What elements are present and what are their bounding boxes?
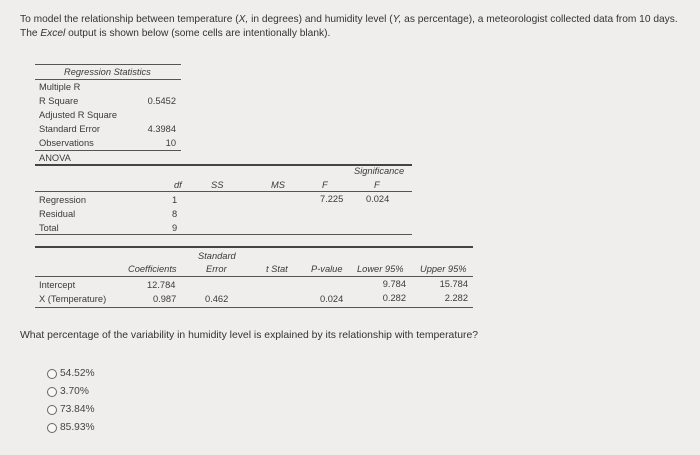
coef-header-upper95: Upper 95% bbox=[420, 264, 467, 274]
anova-bottom-rule bbox=[35, 234, 412, 235]
option-label: 54.52% bbox=[60, 368, 95, 379]
coef-value-temperature: 0.987 bbox=[153, 294, 177, 304]
regstats-top-rule bbox=[35, 64, 181, 65]
radio-button[interactable] bbox=[47, 387, 57, 397]
coef-top-rule bbox=[35, 246, 473, 248]
anova-header-rule bbox=[35, 191, 412, 192]
radio-button[interactable] bbox=[47, 369, 57, 379]
intro-paragraph: To model the relationship between temperature (X, in degrees) and humidity level (Y, as percentage), a meteorologist collected data from 10 days. The Excel output is shown below (some cells are intentionally blank). bbox=[20, 14, 678, 39]
anova-header-df: df bbox=[174, 180, 182, 190]
anova-title: ANOVA bbox=[39, 153, 71, 163]
option-1[interactable] bbox=[47, 368, 95, 379]
radio-button[interactable] bbox=[47, 405, 57, 415]
anova-label-residual: Residual bbox=[39, 209, 76, 219]
anova-header-sig-line2: F bbox=[374, 180, 380, 190]
radio-button[interactable] bbox=[47, 423, 57, 433]
regstats-value-observations: 10 bbox=[165, 138, 176, 148]
regstats-value-std-error: 4.3984 bbox=[147, 124, 176, 134]
coef-header-se-line1: Standard bbox=[198, 251, 236, 261]
coef-header-rule bbox=[35, 276, 473, 277]
option-label: 3.70% bbox=[60, 386, 89, 397]
question-text: What percentage of the variability in humidity level is explained by its relationship with temperature? bbox=[20, 330, 478, 341]
anova-label-total: Total bbox=[39, 223, 59, 233]
regstats-header-rule bbox=[35, 79, 181, 80]
regstats-value-r-square: 0.5452 bbox=[147, 96, 176, 106]
coef-upper-intercept: 15.784 bbox=[439, 279, 468, 289]
anova-f-regression: 7.225 bbox=[320, 194, 344, 204]
anova-df-total: 9 bbox=[172, 223, 178, 233]
coef-lower-intercept: 9.784 bbox=[382, 279, 406, 289]
coef-value-intercept: 12.784 bbox=[147, 280, 176, 290]
anova-header-ss: SS bbox=[211, 180, 224, 190]
anova-df-residual: 8 bbox=[172, 209, 178, 219]
coef-pvalue-temperature: 0.024 bbox=[320, 294, 344, 304]
regstats-label-multiple-r: Multiple R bbox=[39, 82, 81, 92]
anova-sig-regression: 0.024 bbox=[366, 194, 390, 204]
regstats-label-adj-r-square: Adjusted R Square bbox=[39, 110, 118, 120]
anova-header-sig-line1: Significance bbox=[354, 166, 405, 176]
coef-lower-temperature: 0.282 bbox=[382, 293, 406, 303]
coef-header-lower95: Lower 95% bbox=[357, 264, 404, 274]
option-label: 85.93% bbox=[60, 422, 95, 433]
option-4[interactable] bbox=[47, 422, 95, 433]
coef-label-temperature: X (Temperature) bbox=[39, 294, 107, 304]
coef-header-se-line2: Error bbox=[206, 264, 227, 274]
option-2[interactable] bbox=[47, 386, 89, 397]
regstats-label-observations: Observations bbox=[39, 138, 94, 148]
option-3[interactable] bbox=[47, 404, 95, 415]
coef-bottom-rule bbox=[35, 307, 473, 308]
anova-header-f: F bbox=[322, 180, 328, 190]
option-label: 73.84% bbox=[60, 404, 95, 415]
regstats-title: Regression Statistics bbox=[64, 67, 151, 77]
regstats-label-std-error: Standard Error bbox=[39, 124, 100, 134]
coef-header-tstat: t Stat bbox=[266, 264, 288, 274]
anova-label-regression: Regression bbox=[39, 195, 87, 205]
coef-upper-temperature: 2.282 bbox=[444, 293, 468, 303]
coef-header-pvalue: P-value bbox=[311, 264, 343, 274]
coef-se-temperature: 0.462 bbox=[205, 294, 229, 304]
regstats-label-r-square: R Square bbox=[39, 96, 79, 106]
anova-header-ms: MS bbox=[271, 180, 285, 190]
coef-label-intercept: Intercept bbox=[39, 280, 76, 290]
coef-header-coefficients: Coefficients bbox=[128, 264, 177, 274]
anova-df-regression: 1 bbox=[172, 195, 178, 205]
regstats-bottom-rule bbox=[35, 150, 181, 151]
